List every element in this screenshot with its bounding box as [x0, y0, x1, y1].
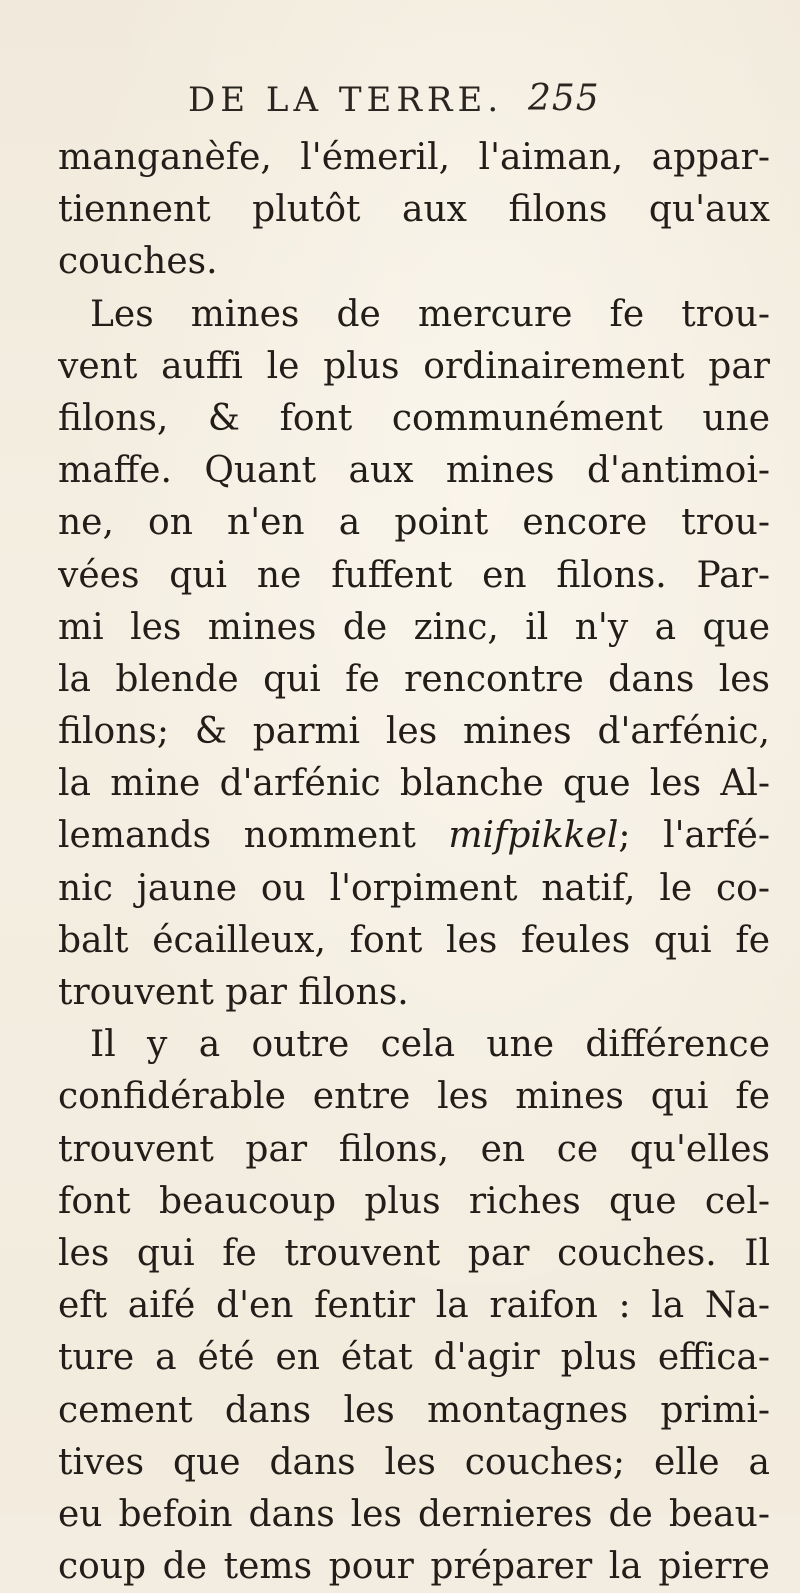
running-title: DE LA TERRE. — [188, 80, 504, 120]
text-segment: ; l'arfé- — [618, 815, 770, 857]
page-number: 255 — [528, 78, 600, 119]
running-head — [188, 70, 748, 130]
text-line: la mine d'arfénic blanche que les Al- — [58, 763, 770, 805]
text-line: tives que dans les couches; elle a — [58, 1441, 770, 1483]
text-line: trouvent par filons. — [58, 972, 409, 1013]
text-line — [58, 810, 770, 862]
text-line: font beaucoup plus riches que cel- — [58, 1180, 770, 1222]
text-line: manganèfe, l'émeril, l'aiman, appar- — [58, 137, 770, 178]
text-line: couches. — [58, 241, 218, 283]
body-text — [58, 132, 770, 1593]
text-line: eu befoin dans les dernieres de beau- — [58, 1493, 770, 1535]
text-line: coup de tems pour préparer la pierre — [58, 1546, 770, 1588]
text-line: Les mines de mercure fe trou- — [90, 293, 770, 335]
text-line: vent auffi le plus ordinairement par — [58, 345, 770, 387]
text-line: la blende qui fe rencontre dans les — [58, 658, 770, 700]
italic-term: mifpikkel — [448, 815, 619, 857]
text-line: nic jaune ou l'orpiment natif, le co- — [58, 867, 770, 909]
text-segment: lemands nomment — [58, 815, 449, 857]
text-line: trouvent par filons, en ce qu'elles — [58, 1128, 770, 1170]
text-line: maffe. Quant aux mines d'antimoi- — [58, 450, 770, 492]
text-line: ture a été en état d'agir plus effica- — [58, 1337, 770, 1379]
text-line: tiennent plutôt aux filons qu'aux — [58, 189, 770, 231]
text-line: ne, on n'en a point encore trou- — [58, 502, 770, 544]
text-line: eft aifé d'en fentir la raifon : la Na- — [58, 1285, 770, 1327]
text-line: cement dans les montagnes primi- — [58, 1389, 770, 1431]
text-line: filons, & font communément une — [58, 397, 770, 439]
text-line: mi les mines de zinc, il n'y a que — [58, 606, 770, 648]
text-line: balt écailleux, font les feules qui fe — [58, 919, 770, 961]
text-line: confidérable entre les mines qui fe — [58, 1076, 770, 1118]
text-line: filons; & parmi les mines d'arfénic, — [58, 711, 770, 753]
text-line: les qui fe trouvent par couches. Il — [58, 1232, 770, 1274]
text-line: Il y a outre cela une différence — [90, 1024, 770, 1066]
text-line: vées qui ne fuffent en filons. Par- — [58, 554, 770, 596]
